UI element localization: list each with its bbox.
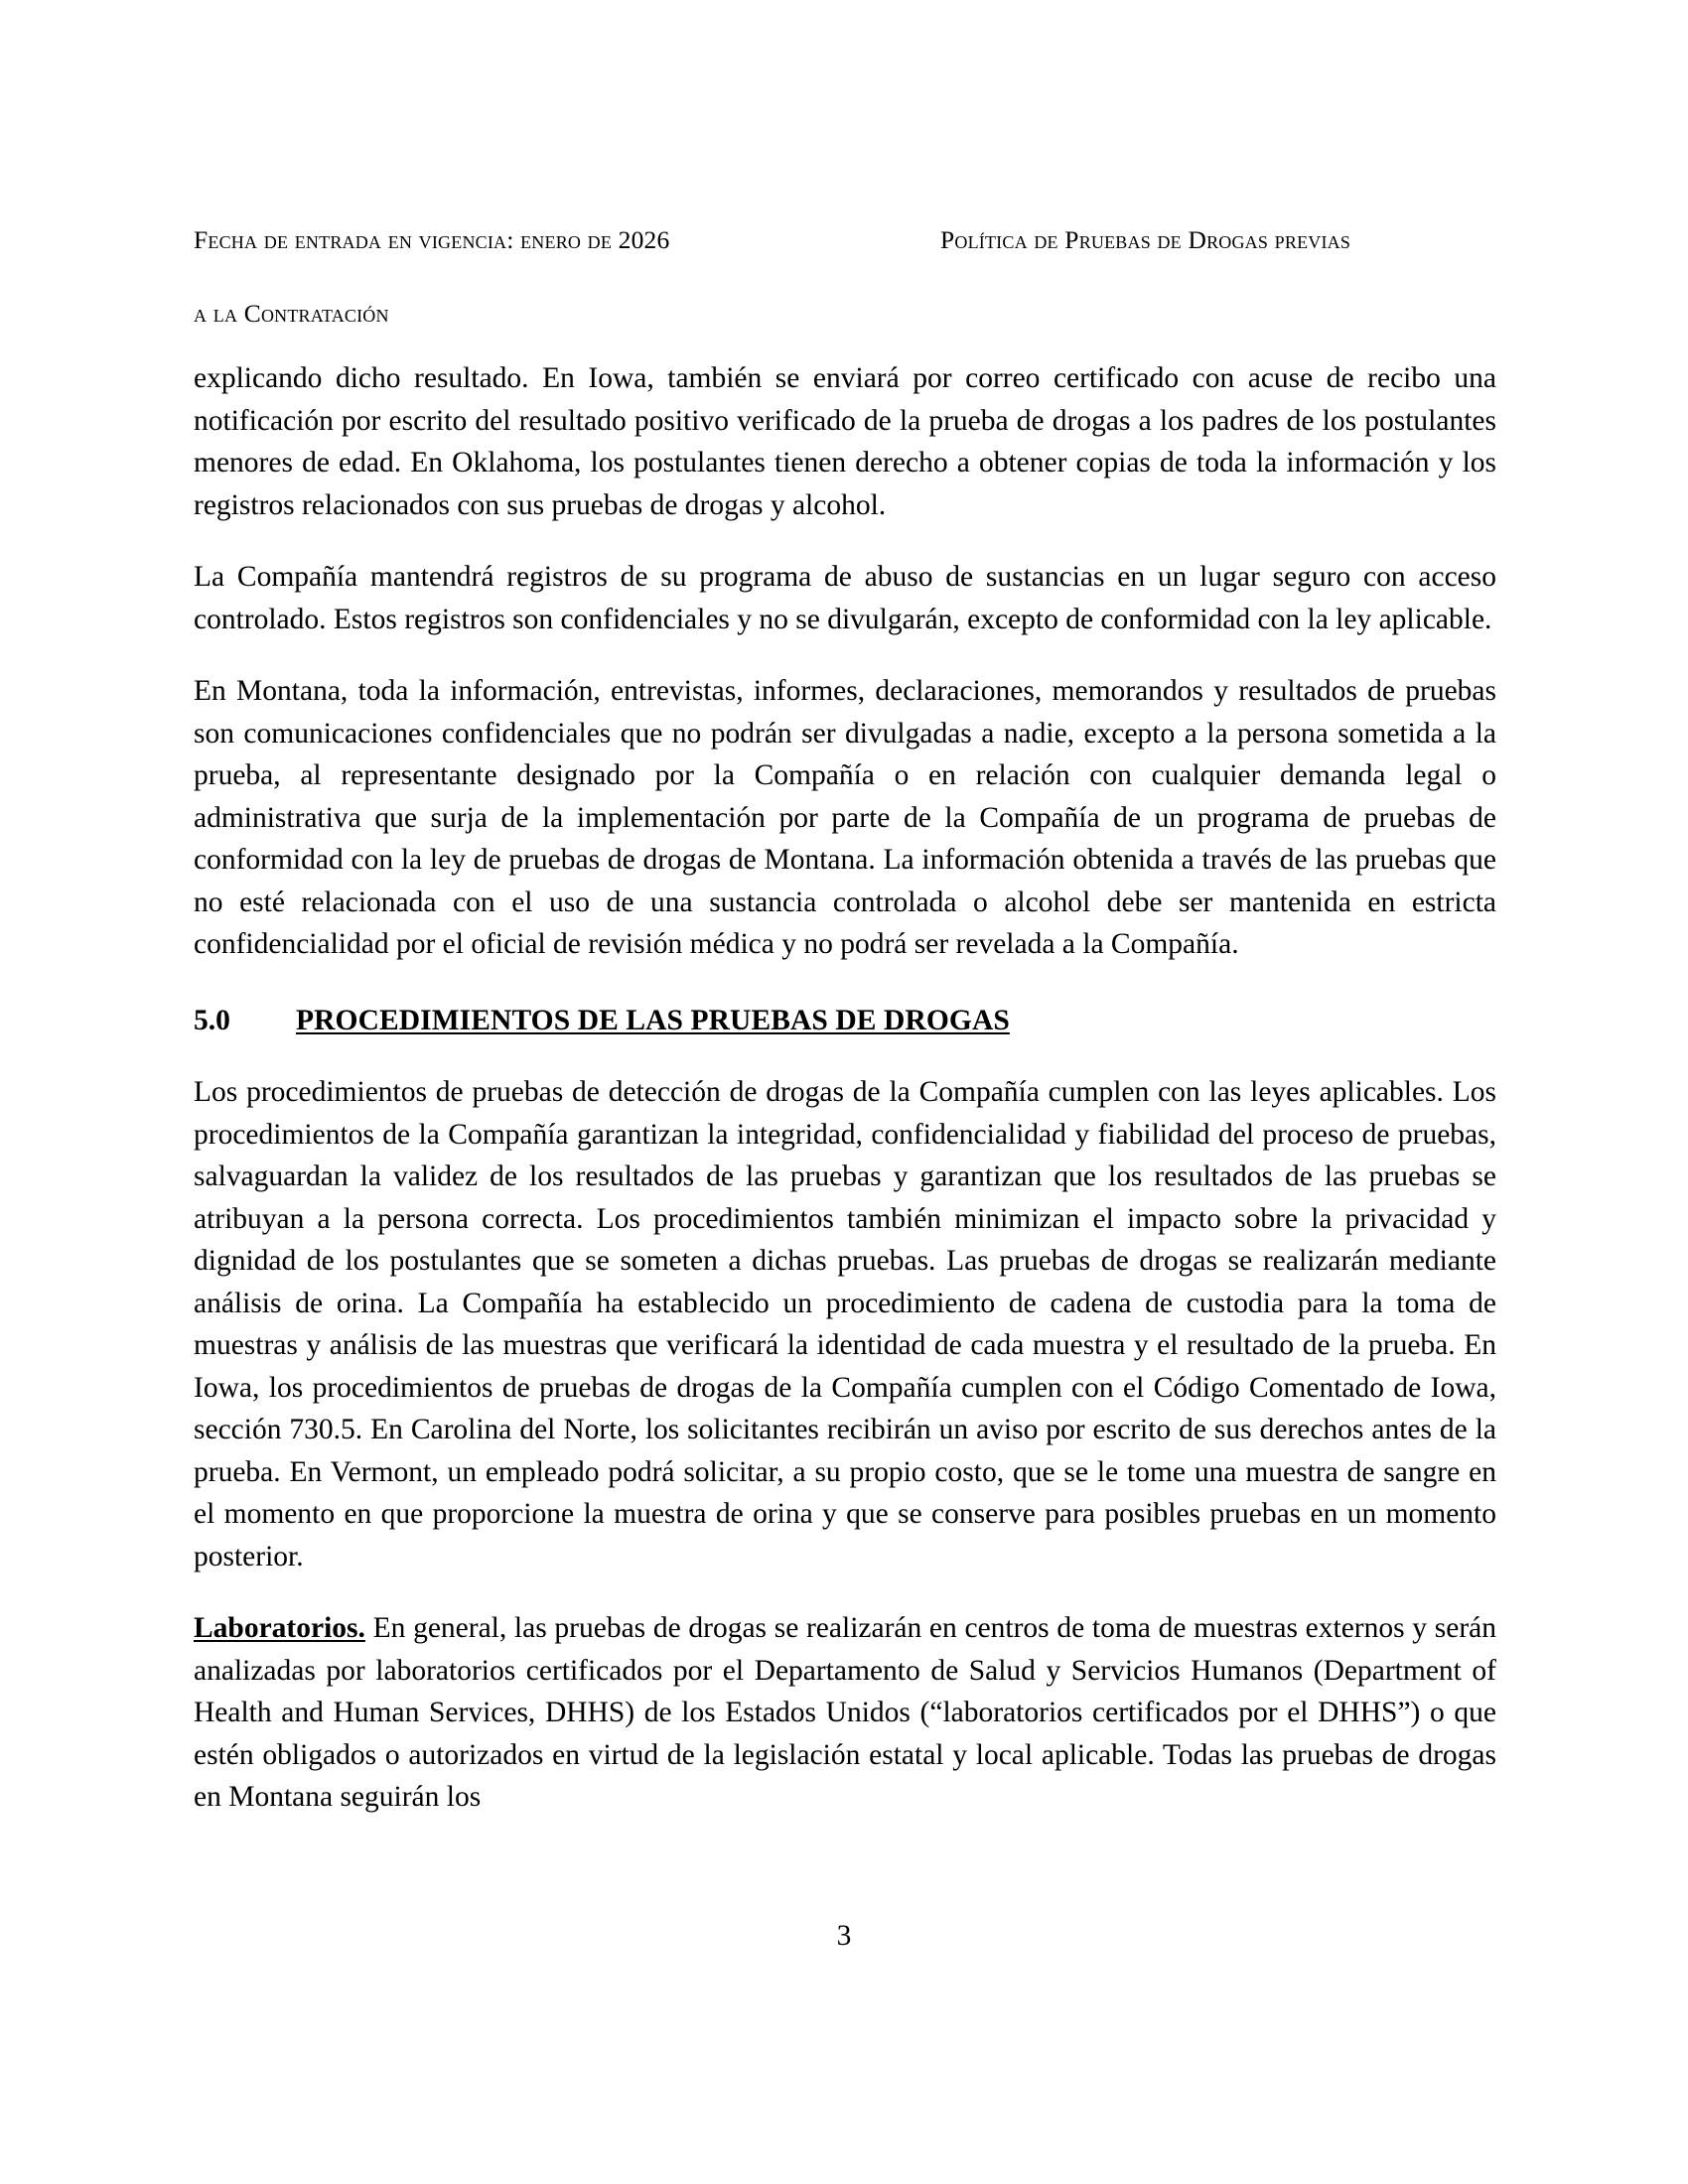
paragraph-montana-confidentiality: En Montana, toda la información, entrevistas, informes, declaraciones, memorandos y resultados de pruebas son comunicaciones confidenciales que no podrán ser divulgadas a nadie, excepto a la persona sometida a la prueba, al representante designado por la Compañía o en relación con cualquier demanda legal o administrativa que surja de la implementación por parte de la Compañía de un programa de pruebas de conformidad con la ley de pruebas de drogas de Montana. La información obtenida a través de las pruebas que no esté relacionada con el uso de una sustancia controlada o alcohol debe ser mantenida en estricta confidencialidad por el oficial de revisión médica y no podrá ser revelada a la Compañía. [194, 675, 1496, 960]
header-left-block [194, 185, 829, 368]
paragraph-laboratories-lead: Laboratorios. [194, 1612, 365, 1644]
section-number: 5.0 [194, 1004, 230, 1036]
section-heading-5-0 [194, 1000, 1496, 1042]
header-effective-date-line1: Fecha de entrada en vigencia: enero de 2026 [194, 225, 670, 254]
document-body [194, 357, 1496, 1819]
header-right-block [940, 185, 1496, 295]
header-effective-date-line2: a la Contratación [194, 299, 389, 328]
paragraph-testing-procedures: Los procedimientos de pruebas de detección de drogas de la Compañía cumplen con las leyes aplicables. Los procedimientos de la Compañía garantizan la integridad, confidencialidad y fiabilidad del proceso de pruebas, salvaguardan la validez de los resultados de las pruebas y garantizan que los resultados de las pruebas se atribuyan a la persona correcta. Los procedimientos también minimizan el impacto sobre la privacidad y dignidad de los postulantes que se someten a dichas pruebas. Las pruebas de drogas se realizarán mediante análisis de orina. La Compañía ha establecido un procedimiento de cadena de custodia para la toma de muestras y análisis de las muestras que verificará la identidad de cada muestra y el resultado de la prueba. En Iowa, los procedimientos de pruebas de drogas de la Compañía cumplen con el Código Comentado de Iowa, sección 730.5. En Carolina del Norte, los solicitantes recibirán un aviso por escrito de sus derechos antes de la prueba. En Vermont, un empleado podrá solicitar, a su propio costo, que se le tome una muestra de sangre en el momento en que proporcione la muestra de orina y que se conserve para posibles pruebas en un momento posterior. [194, 1076, 1496, 1572]
header-policy-title: Política de Pruebas de Drogas previas [940, 225, 1351, 254]
paragraph-notification-results: explicando dicho resultado. En Iowa, también se enviará por correo certificado con acuse de recibo una notificación por escrito del resultado positivo verificado de la prueba de drogas a los padres de los postulantes menores de edad. En Oklahoma, los postulantes tienen derecho a obtener copias de toda la información y los registros relacionados con sus pruebas de drogas y alcohol. [194, 362, 1496, 521]
running-header [194, 185, 1496, 368]
paragraph-laboratories-text: En general, las pruebas de drogas se realizarán en centros de toma de muestras externos y serán analizadas por laboratorios certificados por el Departamento de Salud y Servicios Humanos (Department of Health and Human Services, DHHS) de los Estados Unidos (“laboratorios certificados por el DHHS”) o que estén obligados o autorizados en virtud de la legislación estatal y local aplicable. Todas las pruebas de drogas en Montana seguirán los [194, 1612, 1496, 1813]
paragraph-laboratories [194, 1607, 1496, 1819]
paragraph-recordkeeping: La Compañía mantendrá registros de su programa de abuso de sustancias en un lugar seguro con acceso controlado. Estos registros son confidenciales y no se divulgarán, excepto de conformidad con la ley aplicable. [194, 561, 1496, 635]
page-number: 3 [836, 1920, 852, 1952]
section-title: PROCEDIMIENTOS DE LAS PRUEBAS DE DROGAS [296, 1004, 1010, 1036]
